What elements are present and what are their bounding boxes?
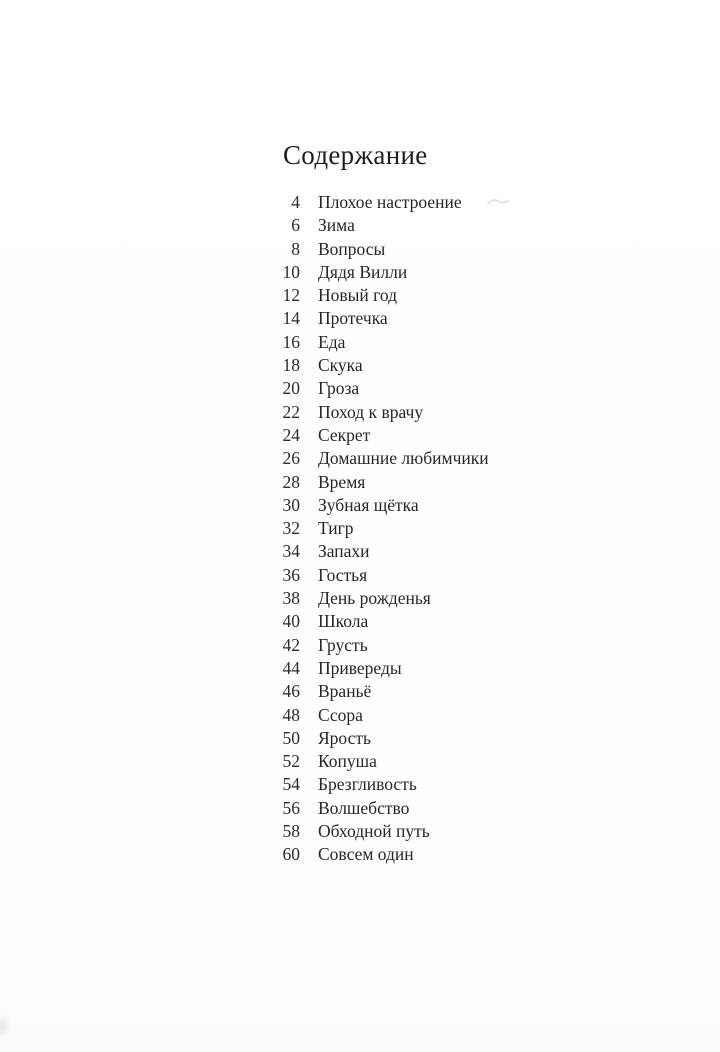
toc-entry-page-number: 56 [282, 797, 300, 818]
toc-row [250, 424, 489, 447]
toc-entry-page-number: 32 [282, 518, 300, 539]
toc-entry-page-number: 36 [282, 564, 300, 585]
toc-row [250, 750, 489, 773]
toc-entry-title: Зубная щётка [318, 494, 419, 515]
toc-row [250, 843, 489, 866]
toc-row [250, 657, 489, 680]
toc-entry-title: Обходной путь [318, 821, 430, 842]
toc-entry-title: Запахи [318, 541, 370, 562]
toc-row [250, 214, 489, 237]
toc-entry-page-number: 60 [282, 844, 300, 865]
toc-entry-title: Привереды [318, 657, 402, 678]
toc-entry-title: День рожденья [318, 588, 431, 609]
toc-row [250, 401, 489, 424]
toc-row [250, 307, 489, 330]
toc-entry-title: Гроза [318, 378, 360, 399]
toc-entry-title: Скука [318, 355, 363, 376]
toc-entry-page-number: 18 [282, 355, 300, 376]
toc-entry-page-number: 22 [282, 401, 300, 422]
toc-entry-page-number: 30 [282, 494, 300, 515]
toc-row [250, 564, 489, 587]
toc-row [250, 587, 489, 610]
toc-entry-page-number: 24 [282, 424, 300, 445]
toc-row [250, 704, 489, 727]
toc-entry-page-number: 14 [282, 308, 300, 329]
toc-entry-page-number: 12 [282, 285, 300, 306]
toc-entry-page-number: 10 [282, 261, 300, 282]
toc-entry-page-number: 42 [282, 634, 300, 655]
toc-entry-page-number: 28 [282, 471, 300, 492]
scan-artifact [487, 197, 509, 207]
toc-entry-page-number: 52 [282, 751, 300, 772]
toc-entry-page-number: 6 [291, 215, 300, 236]
toc-row [250, 820, 489, 843]
toc-entry-title: Волшебство [318, 797, 410, 818]
toc-row [250, 354, 489, 377]
toc-entry-page-number: 20 [282, 378, 300, 399]
toc-entry-page-number: 38 [282, 588, 300, 609]
toc-entry-page-number: 44 [282, 657, 300, 678]
toc-row [250, 680, 489, 703]
toc-entry-page-number: 4 [291, 192, 300, 212]
toc-entry-title: Гостья [318, 564, 368, 585]
toc-row [250, 517, 489, 540]
toc-entry-page-number: 40 [282, 611, 300, 632]
toc-entry-title: Дядя Вилли [318, 261, 408, 282]
toc-row [250, 540, 489, 563]
toc-row [250, 471, 489, 494]
toc-entry-page-number: 54 [282, 774, 300, 795]
toc-row [250, 447, 489, 470]
toc-entry-title: Секрет [318, 424, 371, 445]
toc-entry-title: Копуша [318, 751, 377, 772]
toc-entry-title: Зима [318, 215, 355, 236]
toc-row [250, 191, 489, 214]
toc-row [250, 610, 489, 633]
scan-artifact [0, 1018, 8, 1034]
toc-entry-page-number: 8 [291, 238, 300, 259]
toc-entry-page-number: 48 [282, 704, 300, 725]
toc-entry-page-number: 46 [282, 681, 300, 702]
toc-row [250, 261, 489, 284]
toc-entry-title: Еда [318, 331, 346, 352]
toc-entry-page-number: 50 [282, 727, 300, 748]
toc-entry-page-number: 26 [282, 448, 300, 469]
toc-entry-title: Поход к врачу [318, 401, 424, 422]
toc-entry-title: Тигр [318, 518, 354, 539]
toc-row [250, 284, 489, 307]
toc-row [250, 634, 489, 657]
toc-entry-page-number: 34 [282, 541, 300, 562]
toc-row [250, 238, 489, 261]
toc-list [250, 191, 489, 867]
page-title: Содержание [283, 140, 428, 170]
toc-row [250, 797, 489, 820]
toc-entry-title: Время [318, 471, 366, 492]
toc-entry-title: Грусть [318, 634, 368, 655]
toc-entry-title: Плохое настроение [318, 192, 462, 212]
toc-entry-title: Школа [318, 611, 369, 632]
toc-entry-title: Ссора [318, 704, 363, 725]
toc-entry-page-number: 58 [282, 821, 300, 842]
toc-entry-page-number: 16 [282, 331, 300, 352]
toc-row [250, 494, 489, 517]
toc-entry-title: Домашние любимчики [318, 448, 489, 469]
toc-entry-title: Враньё [318, 681, 372, 702]
toc-entry-title: Брезгливость [318, 774, 417, 795]
toc-row [250, 727, 489, 750]
toc-entry-title: Вопросы [318, 238, 386, 259]
toc-entry-title: Совсем один [318, 844, 414, 865]
toc-entry-title: Протечка [318, 308, 388, 329]
toc-entry-title: Новый год [318, 285, 398, 306]
toc-entry-title: Ярость [318, 727, 372, 748]
toc-row [250, 331, 489, 354]
toc-row [250, 773, 489, 796]
toc-row [250, 377, 489, 400]
